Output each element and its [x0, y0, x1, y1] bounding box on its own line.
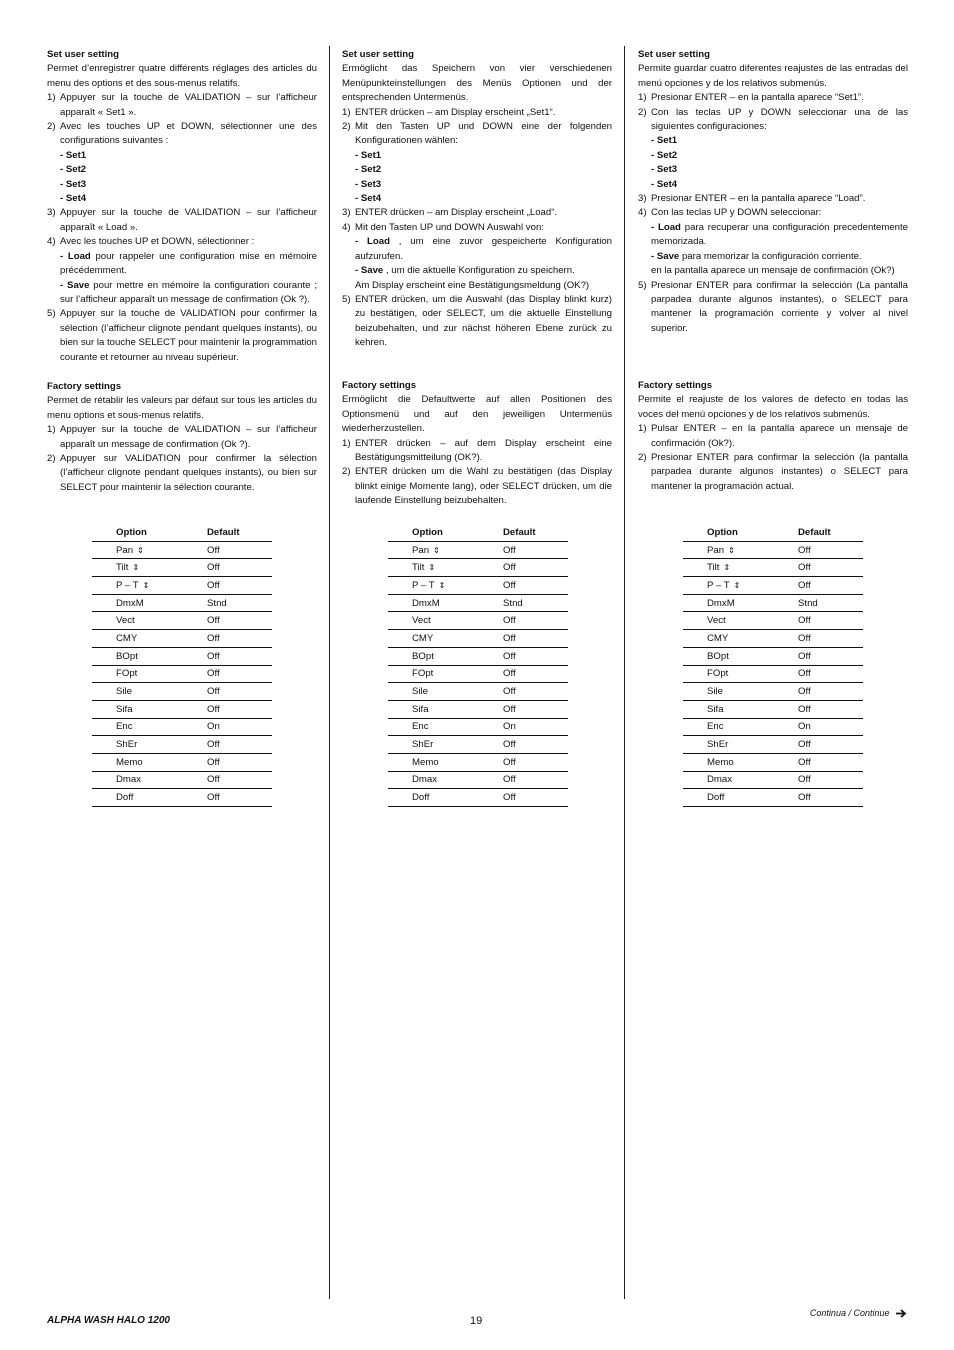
save-note: Am Display erscheint eine Bestätigungsmeldung (OK?): [355, 279, 590, 291]
option-name: Tilt ⇕: [388, 559, 479, 577]
default-value: Off: [479, 736, 568, 754]
table-row: [388, 700, 568, 718]
default-value: Off: [774, 700, 863, 718]
set-option: - Set2: [355, 164, 382, 176]
continue-note: Continua / Continue: [810, 1308, 907, 1318]
default-value: Off: [774, 612, 863, 630]
option-name: ShEr: [92, 736, 183, 754]
up-down-arrow-icon: ⇕: [137, 545, 144, 555]
default-value: On: [183, 718, 272, 736]
table-row: [388, 683, 568, 701]
col-default-header: Default: [479, 524, 568, 541]
arrow-right-icon: [896, 1309, 907, 1318]
option-name: Tilt ⇕: [92, 559, 183, 577]
table-row: [92, 647, 272, 665]
table-row: [388, 647, 568, 665]
set-option: - Set3: [355, 178, 382, 190]
option-name: FOpt: [388, 665, 479, 683]
table-row: [683, 577, 863, 595]
option-name: Sifa: [388, 700, 479, 718]
table-row: [92, 700, 272, 718]
table-row: [683, 736, 863, 754]
step-3: 3) Presionar ENTER – en la pantalla aparece “Load”.: [638, 193, 866, 205]
table-row: [683, 771, 863, 789]
intro-text: Ermöglicht die Defaultwerte auf allen Positionen des Optionsmenü und auf den jeweiligen Untermenüs wiederherzustellen.: [342, 394, 612, 435]
table-row: [388, 612, 568, 630]
load-option: - Load pour rappeler une configuration mise en mémoire précédemment.: [60, 250, 317, 277]
step-4: 4) Mit den Tasten UP und DOWN Auswahl von:: [342, 221, 544, 233]
default-value: Off: [183, 559, 272, 577]
set-option: - Set1: [355, 149, 382, 161]
table-row: [92, 753, 272, 771]
up-down-arrow-icon: ⇕: [433, 545, 440, 555]
option-name: Enc: [683, 718, 774, 736]
default-value: Off: [183, 771, 272, 789]
option-name: P – T ⇕: [388, 577, 479, 595]
option-name: P – T ⇕: [92, 577, 183, 595]
table-row: [92, 736, 272, 754]
default-value: Off: [479, 771, 568, 789]
default-value: Off: [183, 753, 272, 771]
table-row: [683, 559, 863, 577]
intro-text: Permet de rétablir les valeurs par défaut sur tous les articles du menu options et sous-menus relatifs.: [47, 395, 317, 421]
option-name: Sile: [683, 683, 774, 701]
option-name: Sile: [388, 683, 479, 701]
default-value: Off: [774, 647, 863, 665]
default-value: Off: [183, 612, 272, 630]
up-down-arrow-icon: ⇕: [728, 545, 735, 555]
table-row: [683, 718, 863, 736]
set-option: - Set2: [60, 164, 87, 176]
table-row: [683, 700, 863, 718]
table-row: [683, 612, 863, 630]
table-row: [683, 753, 863, 771]
default-value: Stnd: [183, 594, 272, 612]
default-value: Off: [183, 736, 272, 754]
option-name: Pan ⇕: [683, 541, 774, 559]
up-down-arrow-icon: ⇕: [733, 580, 741, 590]
option-name: Vect: [388, 612, 479, 630]
option-name: P – T ⇕: [683, 577, 774, 595]
option-name: CMY: [92, 630, 183, 648]
option-name: Vect: [683, 612, 774, 630]
intro-text: Permite el reajuste de los valores de defecto en todas las voces del menú opciones y de los relativos submenús.: [638, 394, 908, 420]
default-value: On: [479, 718, 568, 736]
default-value: Off: [479, 541, 568, 559]
option-name: Sifa: [92, 700, 183, 718]
col-default-header: Default: [183, 524, 272, 541]
option-name: DmxM: [388, 594, 479, 612]
option-name: Enc: [92, 718, 183, 736]
up-down-arrow-icon: ⇕: [723, 563, 731, 573]
col-option-header: Option: [683, 524, 774, 541]
table-row: [92, 789, 272, 807]
load-option: - Load , um eine zuvor gespeicherte Konfiguration aufzurufen.: [355, 236, 612, 262]
option-name: BOpt: [92, 647, 183, 665]
table-row: [388, 630, 568, 648]
up-down-arrow-icon: ⇕: [142, 580, 150, 590]
table-row: [92, 612, 272, 630]
step-3: 3) ENTER drücken – am Display erscheint „Load“.: [342, 207, 558, 219]
default-value: Off: [774, 753, 863, 771]
factory-settings-section: [47, 380, 317, 495]
default-value: Off: [479, 683, 568, 701]
options-default-table: [683, 524, 863, 807]
step-2: 2) Appuyer sur VALIDATION pour confirmer la sélection (l’afficheur clignote pendant quelques instants), ou bien sur SELECT pour maintenir la sélection courante.: [47, 453, 317, 493]
set-option: - Set1: [651, 135, 678, 147]
table-row: [683, 789, 863, 807]
set-option: - Set3: [651, 164, 678, 176]
option-name: BOpt: [683, 647, 774, 665]
step-2: 2) ENTER drücken um die Wahl zu bestätigen (das Display blinkt einige Momente lang), oder SELECT drücken, um die laufende Einstellung beizubehalten.: [342, 466, 612, 507]
step-1: 1) Appuyer sur la touche de VALIDATION – sur l’afficheur apparaît « Set1 ».: [47, 92, 317, 118]
default-value: Off: [183, 700, 272, 718]
options-default-table: [388, 524, 568, 807]
col-option-header: Option: [388, 524, 479, 541]
table-row: [683, 630, 863, 648]
default-value: Off: [479, 665, 568, 683]
option-name: ShEr: [683, 736, 774, 754]
intro-text: Permite guardar cuatro diferentes reajustes de las entradas del menú opciones y de los relativos submenús.: [638, 63, 908, 89]
option-name: Memo: [683, 753, 774, 771]
column-divider: [624, 46, 625, 1299]
default-value: Off: [774, 736, 863, 754]
option-name: DmxM: [683, 594, 774, 612]
step-1: 1) Pulsar ENTER – en la pantalla aparece un mensaje de confirmación (Ok?).: [638, 423, 908, 449]
step-2: 2) Presionar ENTER para confirmar la selección (la pantalla parpadea durante algunos instantes) o SELECT para mantener la programación actual.: [638, 452, 908, 492]
step-2: 2) Avec les touches UP et DOWN, sélectionner une des configurations suivantes :: [47, 121, 317, 147]
column-spanish: [638, 48, 908, 492]
option-name: Sifa: [683, 700, 774, 718]
table-row: [388, 594, 568, 612]
default-value: Off: [774, 577, 863, 595]
table-row: [388, 718, 568, 736]
save-option: - Save , um die aktuelle Konfiguration zu speichern.: [355, 265, 575, 277]
default-value: Off: [774, 665, 863, 683]
option-name: BOpt: [388, 647, 479, 665]
default-value: Off: [479, 789, 568, 807]
default-value: Off: [774, 771, 863, 789]
default-value: Off: [479, 753, 568, 771]
option-name: Doff: [92, 789, 183, 807]
set-option: - Set3: [60, 178, 87, 190]
set-option: - Set4: [60, 193, 87, 205]
default-value: Off: [183, 665, 272, 683]
option-name: Sile: [92, 683, 183, 701]
step-4: 4) Con las teclas UP y DOWN seleccionar:: [638, 207, 822, 219]
option-name: Memo: [92, 753, 183, 771]
set-option: - Set1: [60, 149, 87, 161]
step-2: 2) Con las teclas UP y DOWN seleccionar una de las siguientes configuraciones:: [638, 106, 908, 133]
option-name: DmxM: [92, 594, 183, 612]
step-3: 3) Appuyer sur la touche de VALIDATION – sur l’afficheur apparaît « Load ».: [47, 207, 317, 233]
table-row: [92, 577, 272, 595]
step-1: 1) Appuyer sur la touche de VALIDATION – sur l’afficheur apparaît un message de confirmation (Ok ?).: [47, 424, 317, 450]
option-name: FOpt: [92, 665, 183, 683]
column-german: [342, 48, 612, 507]
default-value: Off: [183, 541, 272, 559]
table-row: [92, 559, 272, 577]
option-name: Dmax: [388, 771, 479, 789]
default-value: Off: [183, 683, 272, 701]
default-value: Off: [479, 559, 568, 577]
option-name: Pan ⇕: [92, 541, 183, 559]
column-french: [47, 48, 317, 493]
step-1: 1) Presionar ENTER – en la pantalla aparece “Set1”.: [638, 92, 864, 104]
table-row: [388, 577, 568, 595]
step-5: 5) ENTER drücken, um die Auswahl (das Display blinkt kurz) zu bestätigen, oder SELECT, um die aktuelle Einstellung beizubehalten, und zur nächst höheren Ebene zurück zu kehren.: [342, 293, 612, 349]
table-row: [92, 665, 272, 683]
set-option: - Set2: [651, 149, 678, 161]
set-option: - Set4: [651, 178, 678, 190]
default-value: Off: [774, 559, 863, 577]
default-value: Off: [183, 789, 272, 807]
table-row: [388, 789, 568, 807]
load-option: - Load para recuperar una configuración precedentemente memorizada.: [651, 221, 908, 248]
table-row: [92, 718, 272, 736]
option-name: Doff: [388, 789, 479, 807]
table-row: [388, 753, 568, 771]
set-option: - Set4: [355, 193, 382, 205]
table-row: [92, 683, 272, 701]
option-name: Dmax: [92, 771, 183, 789]
option-name: ShEr: [388, 736, 479, 754]
table-row: [388, 665, 568, 683]
default-value: Off: [774, 683, 863, 701]
page-number: 19: [470, 1315, 483, 1327]
table-row: [92, 630, 272, 648]
default-value: Stnd: [479, 594, 568, 612]
option-name: Dmax: [683, 771, 774, 789]
option-name: Doff: [683, 789, 774, 807]
table-row: [683, 594, 863, 612]
step-2: 2) Mit den Tasten UP und DOWN eine der folgenden Konfigurationen wählen:: [342, 121, 612, 147]
step-5: 5) Presionar ENTER para confirmar la selección (La pantalla parpadea durante algunos instantes), o SELECT para mantener la programación corriente y volver al nivel superior.: [638, 279, 908, 334]
option-name: CMY: [683, 630, 774, 648]
option-name: Enc: [388, 718, 479, 736]
option-name: Tilt ⇕: [683, 559, 774, 577]
col-default-header: Default: [774, 524, 863, 541]
factory-settings-section: [342, 379, 612, 509]
column-divider: [329, 46, 330, 1299]
step-1: 1) ENTER drücken – am Display erscheint „Set1“.: [342, 106, 556, 118]
default-value: Off: [479, 577, 568, 595]
table-row: [92, 771, 272, 789]
table-row: [92, 541, 272, 559]
product-title: ALPHA WASH HALO 1200: [47, 1315, 170, 1326]
default-value: Off: [183, 630, 272, 648]
col-option-header: Option: [92, 524, 183, 541]
table-row: [388, 541, 568, 559]
table-row: [683, 647, 863, 665]
save-option: - Save pour mettre en mémoire la configuration courante ; sur l’afficheur apparaît un message de confirmation (Ok ?).: [60, 279, 317, 305]
default-value: Stnd: [774, 594, 863, 612]
table-row: [388, 771, 568, 789]
default-value: Off: [479, 612, 568, 630]
option-name: FOpt: [683, 665, 774, 683]
table-row: [683, 541, 863, 559]
heading-factory-settings: Factory settings: [638, 380, 713, 391]
default-value: Off: [774, 789, 863, 807]
default-value: Off: [479, 700, 568, 718]
default-value: Off: [774, 541, 863, 559]
factory-settings-section: [638, 379, 908, 494]
option-name: CMY: [388, 630, 479, 648]
save-option: - Save para memorizar la configuración corriente.: [651, 250, 862, 262]
step-1: 1) ENTER drücken – auf dem Display erscheint eine Bestätigungsmitteilung (OK?).: [342, 437, 612, 464]
option-name: Vect: [92, 612, 183, 630]
table-row: [92, 594, 272, 612]
up-down-arrow-icon: ⇕: [132, 563, 140, 573]
heading-factory-settings: Factory settings: [342, 380, 417, 391]
options-default-table: [92, 524, 272, 807]
step-4: 4) Avec les touches UP et DOWN, sélectionner :: [47, 236, 255, 248]
default-value: On: [774, 718, 863, 736]
intro-text: Ermöglicht das Speichern von vier verschiedenen Menüpunkteinstellungen des Menüs Optionen und der entsprechenden Untermenüs.: [342, 63, 612, 104]
default-value: Off: [479, 647, 568, 665]
default-value: Off: [183, 647, 272, 665]
intro-text: Permet d’enregistrer quatre différents réglages des articles du menu des options et des sous-menus relatifs.: [47, 63, 317, 89]
table-row: [388, 559, 568, 577]
option-name: Pan ⇕: [388, 541, 479, 559]
table-row: [683, 683, 863, 701]
heading-set-user-setting: Set user setting: [342, 49, 414, 60]
table-row: [683, 665, 863, 683]
default-value: Off: [774, 630, 863, 648]
up-down-arrow-icon: ⇕: [438, 580, 446, 590]
table-row: [388, 736, 568, 754]
step-5: 5) Appuyer sur la touche de VALIDATION pour confirmer la sélection (l’afficheur clignote pendant quelques instants), ou bien sur la touche SELECT pour maintenir la programmation courante et retourner au niveau supérieur.: [47, 308, 317, 363]
save-note: en la pantalla aparece un mensaje de confirmación (Ok?): [651, 265, 895, 277]
option-name: Memo: [388, 753, 479, 771]
default-value: Off: [479, 630, 568, 648]
heading-factory-settings: Factory settings: [47, 381, 122, 392]
heading-set-user-setting: Set user setting: [47, 49, 119, 60]
up-down-arrow-icon: ⇕: [428, 563, 436, 573]
heading-set-user-setting: Set user setting: [638, 49, 710, 60]
default-value: Off: [183, 577, 272, 595]
